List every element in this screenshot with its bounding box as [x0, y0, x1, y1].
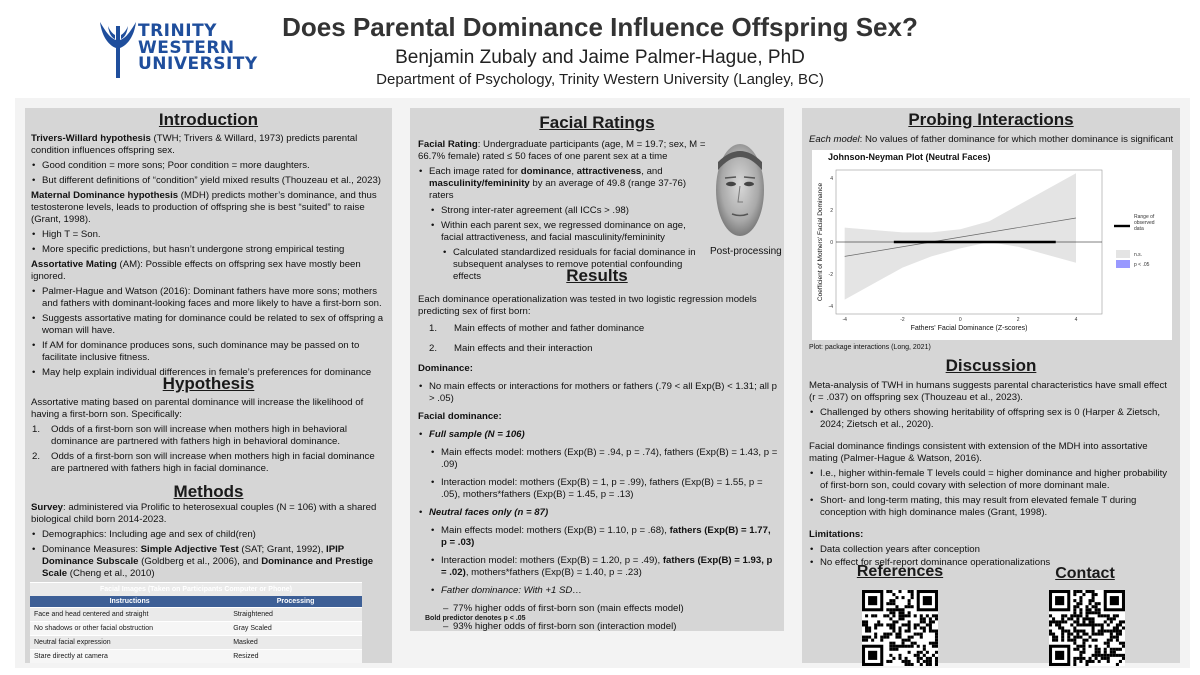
- b1-text: ,: [571, 166, 577, 177]
- list-item: • Challenged by others showing heritability of offspring sex is 0 (Harper & Zietsch, 2024; Zietsch et al., 2020).: [809, 407, 1175, 431]
- table-header-instructions: Instructions: [30, 596, 229, 608]
- legend-sig-swatch: [1116, 260, 1130, 268]
- y-tick-label: 4: [830, 176, 833, 182]
- survey-lead: Survey: [31, 502, 63, 513]
- list-item: – 93% higher odds of first-born son (interaction model): [442, 621, 778, 633]
- table-row: [30, 650, 362, 664]
- dom-text: Dominance Measures:: [42, 544, 141, 555]
- list-item: [430, 555, 778, 579]
- table-title: Facial Images (Taken on Participants Computer or Phone): [30, 583, 362, 597]
- list-item: • Data collection years after conception: [809, 544, 1175, 556]
- johnson-neyman-plot: [812, 150, 1172, 340]
- list-item: • More specific predictions, but hasn’t undergone strong empirical testing: [31, 244, 386, 256]
- probing-heading: Probing Interactions: [908, 110, 1074, 129]
- b1-text: Each image rated for: [429, 166, 521, 177]
- model-item-1: 1. Main effects of mother and father dominance: [428, 323, 778, 335]
- discussion-heading: Discussion: [945, 356, 1037, 375]
- list-item: [430, 525, 778, 549]
- facial-rating-paragraph: [418, 139, 710, 163]
- dps-name: Dominance and Prestige Scale: [42, 556, 374, 579]
- mdh-paragraph: [31, 190, 386, 226]
- list-item: • Main effects model: mothers (Exp(B) = .94, p = .74), fathers (Exp(B) = 1.43, p = .09): [430, 447, 778, 471]
- result-significant: fathers (Exp(B) = 1.93, p = .02): [441, 555, 773, 578]
- x-tick-label: 2: [1016, 317, 1020, 323]
- b1-attractiveness: attractiveness: [576, 166, 642, 177]
- legend-sig-label: p < .05: [1134, 262, 1150, 268]
- facial-ratings-body: [418, 139, 710, 286]
- hypothesis-text: Assortative mating based on parental dominance will increase the likelihood of having a first-born son. Specifically:: [31, 397, 364, 420]
- dom-text: (SAT; Grant, 1992),: [238, 544, 327, 555]
- list-item: • Good condition = more sons; Poor condition = more daughters.: [31, 160, 386, 172]
- result-text: , mothers*fathers (Exp(B) = 1.40, p = .23): [465, 567, 642, 578]
- x-tick-label: 0: [958, 317, 962, 323]
- limitations-label: Limitations:: [809, 529, 864, 540]
- b1-text: by an average of 49.8 (range 37-76) raters: [429, 178, 687, 201]
- department: Department of Psychology, Trinity Western University (Langley, BC): [376, 71, 824, 88]
- list-item: • Suggests assortative mating for dominance could be related to sex of offspring a woman will have.: [31, 313, 386, 337]
- twh-lead: Trivers-Willard hypothesis: [31, 133, 151, 144]
- logo-line-3: UNIVERSITY: [138, 54, 258, 74]
- hypothesis-body: [31, 397, 386, 478]
- list-item: • But different definitions of “condition” yield mixed results (Thouzeau et al., 2023): [31, 175, 386, 187]
- legend-ns-label: n.s.: [1134, 252, 1143, 258]
- hypothesis-heading: Hypothesis: [162, 374, 255, 393]
- face-image-caption: Post-processing: [710, 246, 782, 257]
- am-paragraph: [31, 259, 386, 283]
- discussion-p1: Meta-analysis of TWH in humans suggests parental characteristics have small effect (r = .037) on offspring sex (Thouzeau et al., 2023).: [809, 380, 1167, 403]
- result-text: Interaction model: mothers (Exp(B) = 1.20, p = .49),: [441, 555, 663, 566]
- plot-note: Plot: package interactions (Long, 2021): [809, 344, 931, 351]
- am-text: (AM): Possible effects on offspring sex have mostly been ignored.: [31, 259, 361, 282]
- processed-face-image: [714, 140, 766, 244]
- results-body: [418, 294, 778, 636]
- table-cell: Resized: [229, 650, 362, 664]
- table-cell: No shadows or other facial obstruction: [30, 622, 229, 636]
- introduction-body: [31, 133, 386, 382]
- y-axis-label: Coefficient of Mothers' Facial Dominance: [817, 182, 824, 302]
- list-item: • High T = Son.: [31, 229, 386, 241]
- list-item: [418, 429, 778, 441]
- references-heading: References: [856, 563, 944, 580]
- authors: Benjamin Zubaly and Jaime Palmer-Hague, PhD: [395, 47, 805, 68]
- result-significant: fathers (Exp(B) = 1.77, p = .03): [441, 525, 771, 548]
- dominance-label: Dominance:: [418, 363, 473, 374]
- y-tick-label: 2: [830, 208, 833, 214]
- twh-text: (TWH; Trivers & Willard, 1973) predicts parental condition influences offspring sex.: [31, 133, 358, 156]
- hypothesis-item-1: 1. Odds of a first-born son will increase when mothers high in behavioral dominance are partnered with fathers high in behavioral dominance.: [31, 424, 386, 448]
- b1-masculinity: masculinity/femininity: [429, 178, 530, 189]
- logo-line-2: WESTERN: [138, 37, 235, 58]
- am-lead: Assortative Mating: [31, 259, 117, 270]
- table-cell: Masked: [229, 636, 362, 650]
- list-item: • Short- and long-term mating, this may result from elevated female T during conception with high dominance males (Grant, 1998).: [809, 495, 1175, 519]
- poster-title: Does Parental Dominance Influence Offspring Sex?: [282, 12, 918, 42]
- table-cell: Straightened: [229, 608, 362, 622]
- results-heading: Results: [566, 266, 628, 285]
- probing-body: : No values of father dominance for which mother dominance is significant: [859, 134, 1174, 145]
- x-tick-label: -2: [900, 317, 905, 323]
- logo-wordmark: [138, 23, 258, 73]
- x-tick-label: 4: [1074, 317, 1078, 323]
- table-cell: Gray Scaled: [229, 622, 362, 636]
- facial-dominance-label: Facial dominance:: [418, 411, 502, 422]
- y-tick-label: 0: [830, 240, 833, 246]
- methods-heading: Methods: [173, 482, 244, 501]
- list-item: • No main effects or interactions for mothers or fathers (.79 < all Exp(B) < 1.31; all p > .05): [418, 381, 778, 405]
- references-qr-code[interactable]: [862, 590, 938, 666]
- model-item-2: 2. Main effects and their interaction: [428, 343, 778, 355]
- x-tick-label: -4: [842, 317, 847, 323]
- chart-title: Johnson-Neyman Plot (Neutral Faces): [828, 152, 991, 162]
- list-item: [418, 166, 710, 202]
- dom-text: (Goldberg et al., 2006), and: [138, 556, 262, 567]
- logo-line-1: TRINITY: [138, 21, 217, 41]
- legend-range-label: Range of observed data: [1134, 214, 1155, 232]
- x-axis-label: Fathers' Facial Dominance (Z-scores): [910, 325, 1028, 332]
- table-row: [30, 622, 362, 636]
- table-cell: Stare directly at camera: [30, 650, 229, 664]
- probing-text: [809, 134, 1177, 149]
- survey-text: : administered via Prolific to heterosexual couples (N = 106) with a shared biological child born 2014-2023.: [31, 502, 377, 525]
- neutral-faces-label: Neutral faces only (n = 87): [429, 507, 549, 518]
- list-item: [430, 585, 778, 597]
- list-item: • If AM for dominance produces sons, such dominance may be passed on to facilitate inclusive fitness.: [31, 340, 386, 364]
- discussion-body: [809, 380, 1175, 572]
- list-item: [418, 507, 778, 519]
- mdh-text: (MDH) predicts mother’s dominance, and thus testosterone levels, leads to production of offspring she is best “suited” to raise (Grant, 1998).: [31, 190, 377, 225]
- b1-dominance: dominance: [520, 166, 572, 177]
- list-item: • Palmer-Hague and Watson (2016): Dominant fathers have more sons; mothers and fathers with dominant-looking faces and more likely to have a first-born son.: [31, 286, 386, 310]
- sat-name: Simple Adjective Test: [140, 544, 239, 555]
- list-item: • Calculated standardized residuals for facial dominance in subsequent analyses to remove potential confounding effects: [442, 247, 710, 283]
- table-row: [30, 636, 362, 650]
- result-text: Main effects model: mothers (Exp(B) = 1.10, p = .68),: [441, 525, 670, 536]
- twh-paragraph: [31, 133, 386, 157]
- probing-lead: Each model: [809, 134, 860, 145]
- list-item: • Strong inter-rater agreement (all ICCs > .98): [430, 205, 710, 217]
- full-sample-label: Full sample (N = 106): [429, 429, 525, 440]
- list-item: • No effect for self-report dominance operationalizations: [809, 557, 1175, 569]
- contact-qr-code[interactable]: [1049, 590, 1125, 666]
- facial-ratings-heading: Facial Ratings: [539, 113, 655, 132]
- facial-rating-text: : Undergraduate participants (age, M = 19.7; sex, M = 66.7% female) rated ≤ 50 faces of one parent sex at a time: [418, 139, 706, 162]
- methods-body: [31, 502, 386, 583]
- ipip-name: IPIP Dominance Subscale: [42, 544, 344, 567]
- contact-heading: Contact: [1055, 565, 1115, 582]
- list-item: – 77% higher odds of first-born son (main effects model): [442, 603, 778, 615]
- discussion-p2: Facial dominance findings consistent with extension of the MDH into assortative mating (Palmer-Hague & Watson, 2016).: [809, 441, 1148, 464]
- facial-rating-lead: Facial Rating: [418, 139, 478, 150]
- results-intro: Each dominance operationalization was tested in two logistic regression models predicting sex of first born:: [418, 294, 757, 317]
- table-header-processing: Processing: [229, 596, 362, 608]
- results-note: Bold predictor denotes p < .05: [425, 615, 526, 622]
- hypothesis-item-2: 2. Odds of a first-born son will increase when mothers high in facial dominance are partnered with fathers high in facial dominance.: [31, 451, 386, 475]
- legend-ns-swatch: [1116, 250, 1130, 258]
- list-item: • Interaction model: mothers (Exp(B) = 1, p = .99), fathers (Exp(B) = 1.55, p = .05), mothers*fathers (Exp(B) = 1.45, p = .13): [430, 477, 778, 501]
- y-tick-label: -2: [828, 272, 833, 278]
- y-tick-label: -4: [828, 304, 833, 310]
- mdh-lead: Maternal Dominance hypothesis: [31, 190, 179, 201]
- dom-text: (Cheng et al., 2010): [67, 568, 155, 579]
- survey-paragraph: [31, 502, 386, 526]
- list-item: [31, 544, 386, 580]
- facial-images-table: [30, 582, 362, 663]
- list-item: • Within each parent sex, we regressed dominance on age, facial attractiveness, and facial masculinity/femininity: [430, 220, 710, 244]
- list-item: • I.e., higher within-female T levels could = higher dominance and higher probability of first-born son, could covary with selection of more dominant male.: [809, 468, 1175, 492]
- list-item: • Demographics: Including age and sex of child(ren): [31, 529, 386, 541]
- introduction-heading: Introduction: [158, 110, 259, 129]
- b1-text: , and: [641, 166, 663, 177]
- father-dominance-label: Father dominance: With +1 SD…: [441, 585, 582, 596]
- table-row: [30, 608, 362, 622]
- table-cell: Face and head centered and straight: [30, 608, 229, 622]
- list-item: • May help explain individual differences in female’s preferences for dominance: [31, 367, 386, 379]
- table-cell: Neutral facial expression: [30, 636, 229, 650]
